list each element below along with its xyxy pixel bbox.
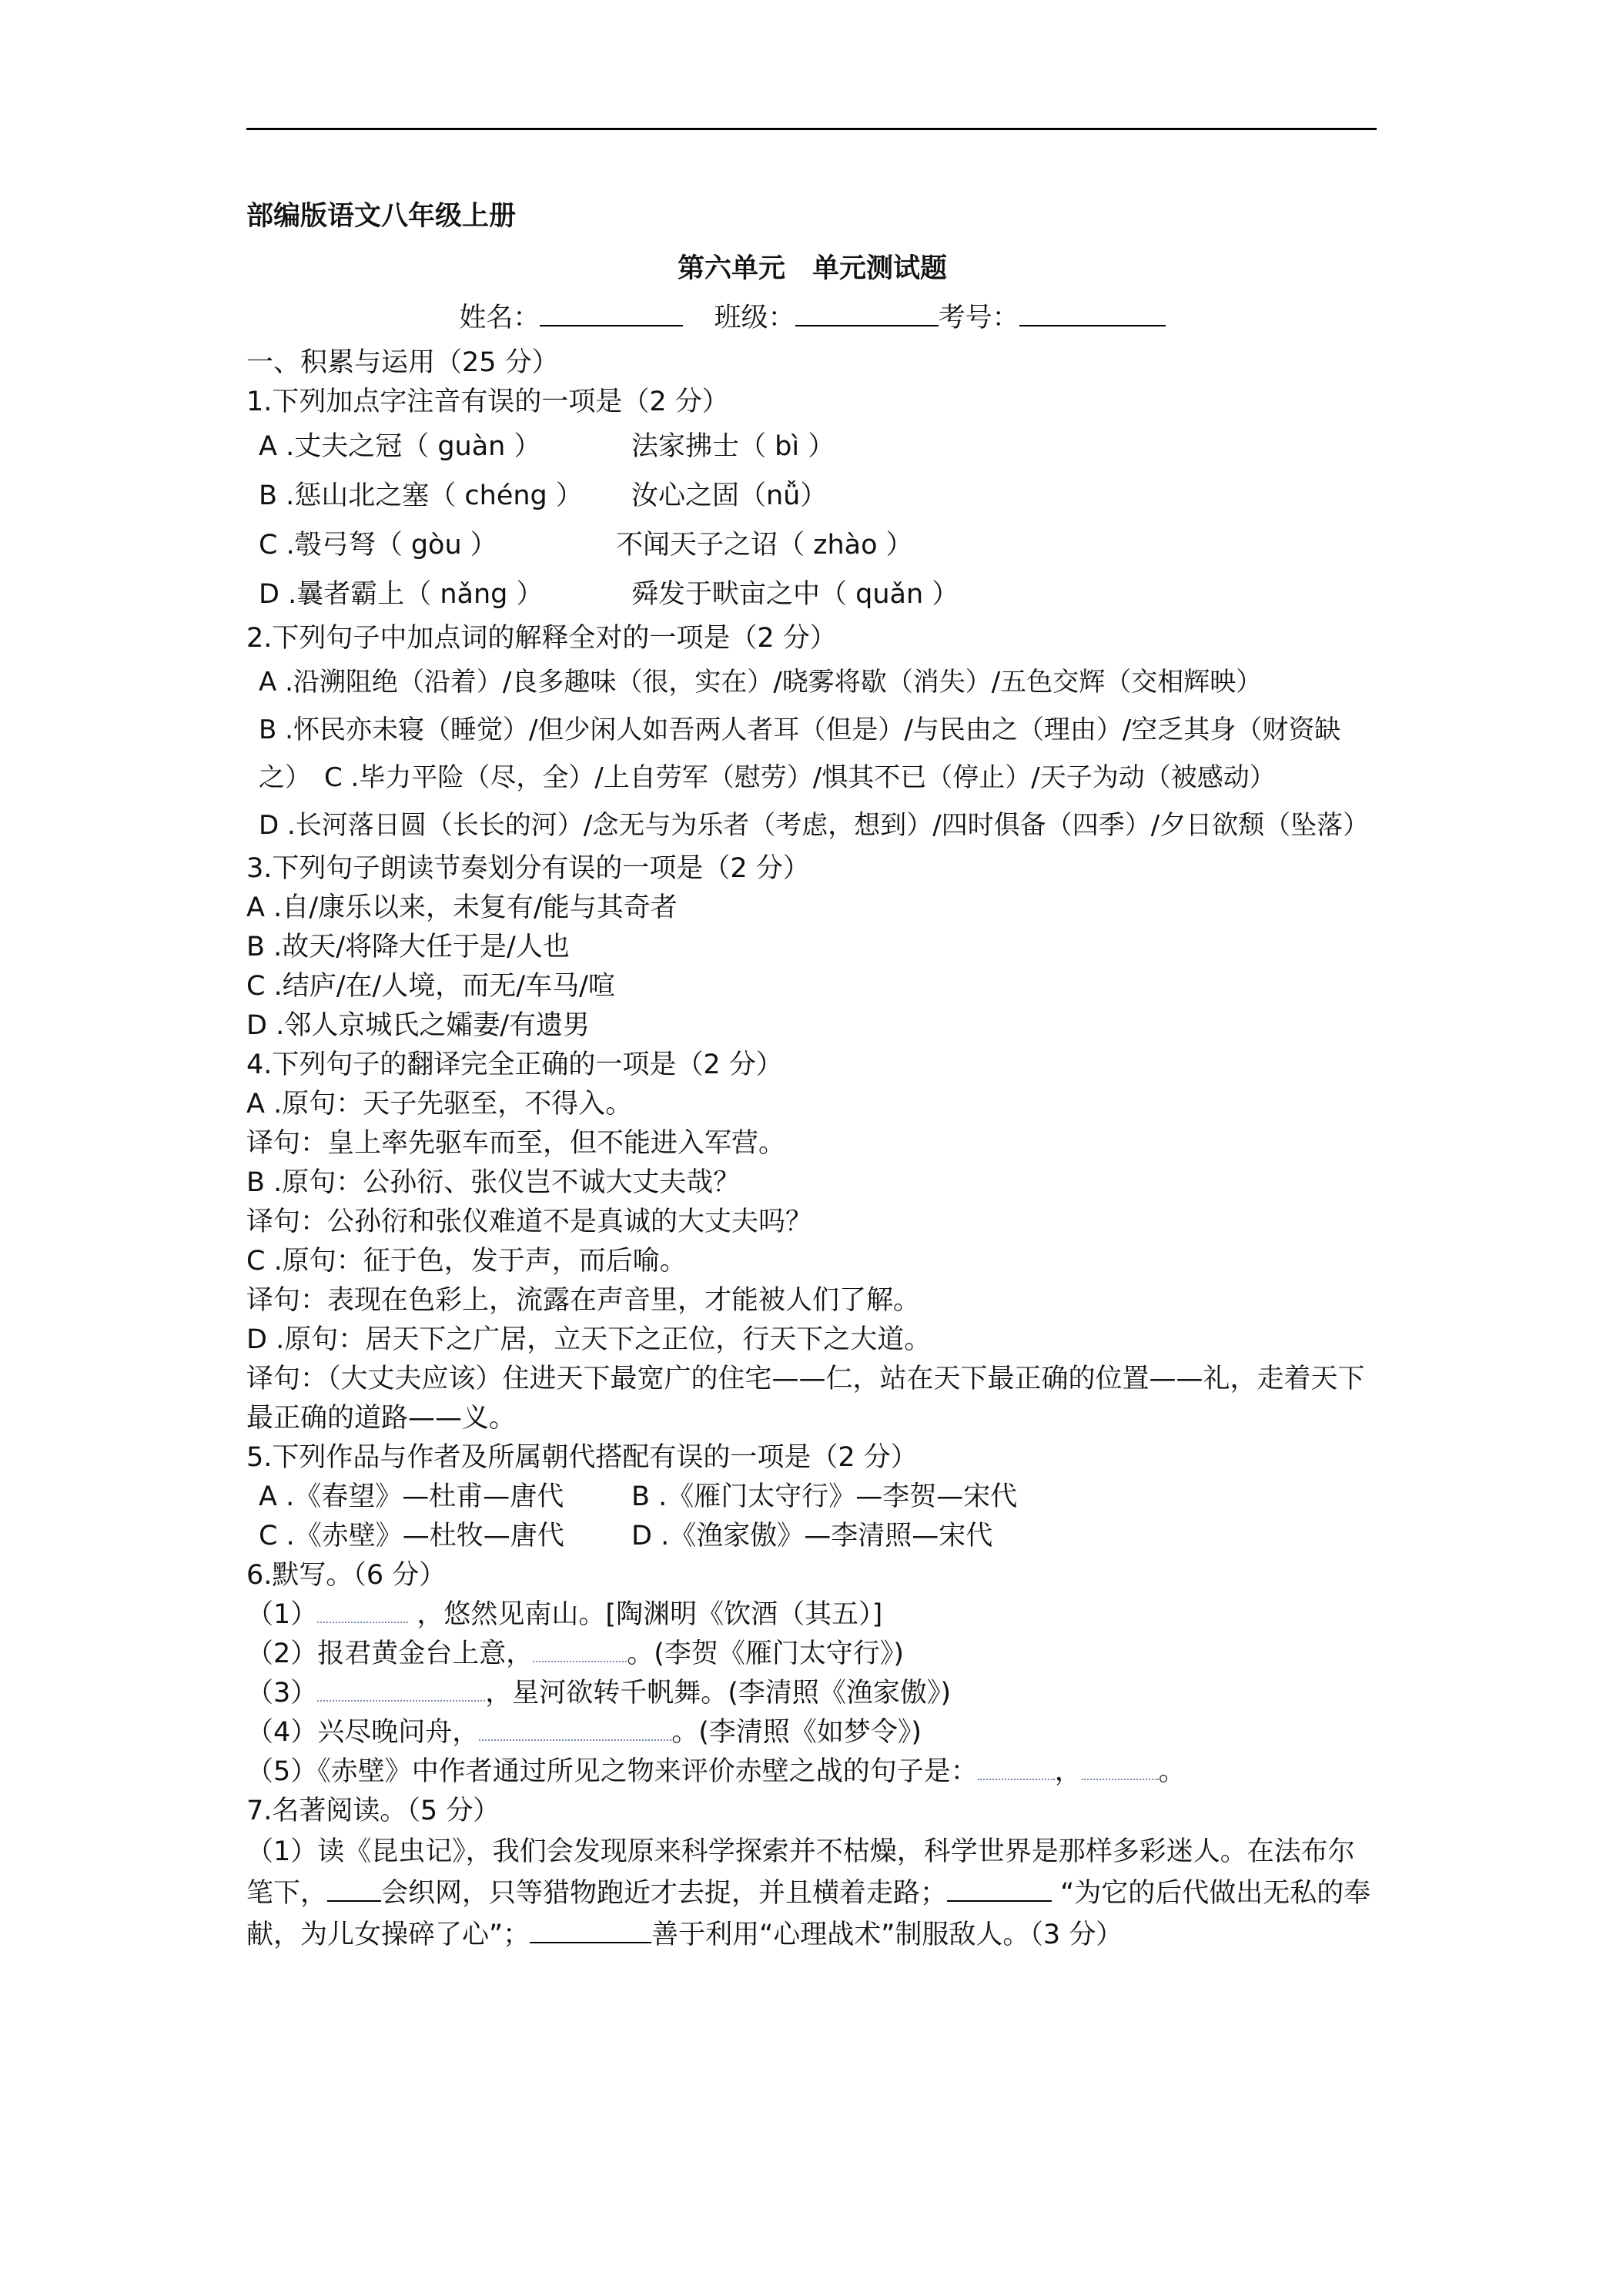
- item-text: 善于利用“心理战术”制服敌人。（3 分）: [651, 1919, 1123, 1950]
- answer-blank[interactable]: [978, 1752, 1055, 1780]
- option-d-translation: 译句：（大丈夫应该）住进天下最宽广的住宅——仁，站在天下最正确的位置——礼，走着天下最正确的道路——义。: [246, 1364, 1365, 1434]
- option-b-second: 汝心之固（nǚ）: [631, 480, 828, 511]
- option-d: D .曩者霸上（ nǎng ）: [259, 579, 544, 610]
- answer-blank[interactable]: [317, 1595, 408, 1623]
- item-source: 。(李清照《如梦令》): [671, 1717, 922, 1748]
- name-label: 姓名：: [459, 303, 540, 333]
- answer-blank[interactable]: [533, 1635, 627, 1662]
- option-row: [246, 570, 1378, 619]
- question-stem: 1.下列加点字注音有误的一项是（2 分）: [246, 387, 729, 417]
- item-text: ，悠然见南山。[陶渊明《饮酒（其五）]: [417, 1599, 883, 1630]
- option-d-source: D .原句：居天下之广居，立天下之正位，行天下之大道。: [246, 1324, 932, 1355]
- dictation-item-2: [246, 1635, 1378, 1674]
- option-a: A .沿溯阻绝（沿着）/良多趣味（很，实在）/晓雾将歇（消失）/五色交辉（交相辉映）: [259, 667, 1263, 698]
- id-blank[interactable]: [1019, 297, 1166, 326]
- option-a: A .丈夫之冠（ guàn ）: [259, 431, 541, 462]
- header-rule: [246, 128, 1377, 130]
- id-label: 考号：: [938, 303, 1019, 333]
- item-text: （1）读《昆虫记》，我们会发现原来科学探索并不枯燥，科学世界是那样多彩迷人。在法布尔笔下，: [246, 1836, 1355, 1909]
- option-b-c: B .怀民亦未寝（睡觉）/但少闲人如吾两人者耳（但是）/与民由之（理由）/空乏其身（财资缺之） C .毕力平险（尽，全）/上自劳军（慰劳）/惧其不已（停止）/天子为动（被感动）: [259, 715, 1341, 793]
- option-c: C .结庐/在/人境，而无/车马/喧: [246, 971, 615, 1002]
- option-d-second: 舜发于畎亩之中（ quǎn ）: [631, 579, 959, 610]
- option-c: C .《赤壁》—杜牧—唐代: [259, 1521, 564, 1551]
- option-a: A .自/康乐以来，未复有/能与其奇者: [246, 892, 678, 923]
- item-text: （4）兴尽晚问舟，: [246, 1717, 480, 1748]
- option-b: B .《雁门太守行》—李贺—宋代: [631, 1481, 1018, 1512]
- option-row: [246, 422, 1378, 471]
- item-text: “为它的后代做出无私的奉献，为儿女操碎了心”；: [246, 1878, 1371, 1950]
- question-stem: 6.默写。（6 分）: [246, 1560, 447, 1591]
- option-c-second: 不闻天子之诏（ zhào ）: [616, 530, 913, 561]
- option-row: [246, 520, 1378, 570]
- item-source: 。(李贺《雁门太守行》): [627, 1638, 905, 1669]
- book-title: 部编版语文八年级上册: [246, 201, 517, 232]
- item-number: （1）: [246, 1599, 318, 1630]
- question-stem: 2.下列句子中加点词的解释全对的一项是（2 分）: [246, 623, 837, 654]
- option-row: [246, 1517, 1378, 1556]
- exam-title: 第六单元 单元测试题: [677, 253, 947, 284]
- dictation-item-4: [246, 1713, 1378, 1752]
- class-label: 班级：: [714, 303, 795, 333]
- option-b: B .故天/将降大任于是/人也: [246, 932, 570, 962]
- class-blank[interactable]: [795, 297, 939, 326]
- answer-blank[interactable]: [530, 1914, 651, 1943]
- item-text: （2）报君黄金台上意，: [246, 1638, 534, 1669]
- item-text: ，星河欲转千帆舞。(李清照《渔家傲》): [485, 1678, 952, 1709]
- option-b: B .惩山北之塞（ chéng ）: [259, 480, 583, 511]
- question-stem: 7.名著阅读。（5 分）: [246, 1796, 500, 1826]
- answer-blank[interactable]: [479, 1713, 671, 1741]
- option-a-source: A .原句：天子先驱至，不得入。: [246, 1089, 633, 1120]
- item-comma: ，: [1054, 1756, 1082, 1787]
- option-b-source: B .原句：公孙衍、张仪岂不诚大丈夫哉？: [246, 1167, 741, 1198]
- exam-document: [246, 197, 1378, 1956]
- question-stem: 5.下列作品与作者及所属朝代搭配有误的一项是（2 分）: [246, 1442, 918, 1473]
- section-heading: 一、积累与运用（25 分）: [246, 347, 559, 378]
- answer-blank[interactable]: [327, 1873, 381, 1902]
- option-d: D .《渔家傲》—李清照—宋代: [631, 1521, 993, 1551]
- option-a: A .《春望》—杜甫—唐代: [259, 1481, 564, 1512]
- option-row: [246, 471, 1378, 520]
- item-text: （5）《赤壁》中作者通过所见之物来评价赤壁之战的句子是：: [246, 1756, 978, 1787]
- answer-blank[interactable]: [317, 1674, 485, 1702]
- option-c-translation: 译句：表现在色彩上，流露在声音里，才能被人们了解。: [246, 1285, 921, 1316]
- item-end: 。: [1158, 1756, 1186, 1787]
- student-info-row: [246, 297, 1378, 343]
- option-d: D .邻人京城氏之孀妻/有遗男: [246, 1010, 590, 1041]
- dictation-item-1: [246, 1595, 1378, 1635]
- dictation-item-5: [246, 1752, 1378, 1792]
- answer-blank[interactable]: [1082, 1752, 1159, 1780]
- option-d: D .长河落日圆（长长的河）/念无与为乐者（考虑，想到）/四时俱备（四季）/夕日欲颓（坠落）: [259, 810, 1370, 841]
- item-number: （3）: [246, 1678, 318, 1709]
- option-a-translation: 译句：皇上率先驱车而至，但不能进入军营。: [246, 1128, 786, 1159]
- option-row: [246, 1478, 1378, 1517]
- option-c: C .彀弓弩（ gòu ）: [259, 530, 497, 561]
- reading-question-1: [246, 1831, 1378, 1956]
- option-b-translation: 译句：公孙衍和张仪难道不是真诚的大丈夫吗？: [246, 1207, 813, 1237]
- item-text: 会织网，只等猎物跑近才去捉，并且横着走路；: [381, 1878, 948, 1909]
- answer-blank[interactable]: [947, 1873, 1052, 1902]
- option-a-second: 法家拂士（ bì ）: [631, 431, 835, 462]
- question-stem: 3.下列句子朗读节奏划分有误的一项是（2 分）: [246, 853, 810, 884]
- option-c-source: C .原句：征于色，发于声，而后喻。: [246, 1246, 687, 1277]
- name-blank[interactable]: [540, 297, 683, 326]
- question-stem: 4.下列句子的翻译完全正确的一项是（2 分）: [246, 1049, 783, 1080]
- dictation-item-3: [246, 1674, 1378, 1713]
